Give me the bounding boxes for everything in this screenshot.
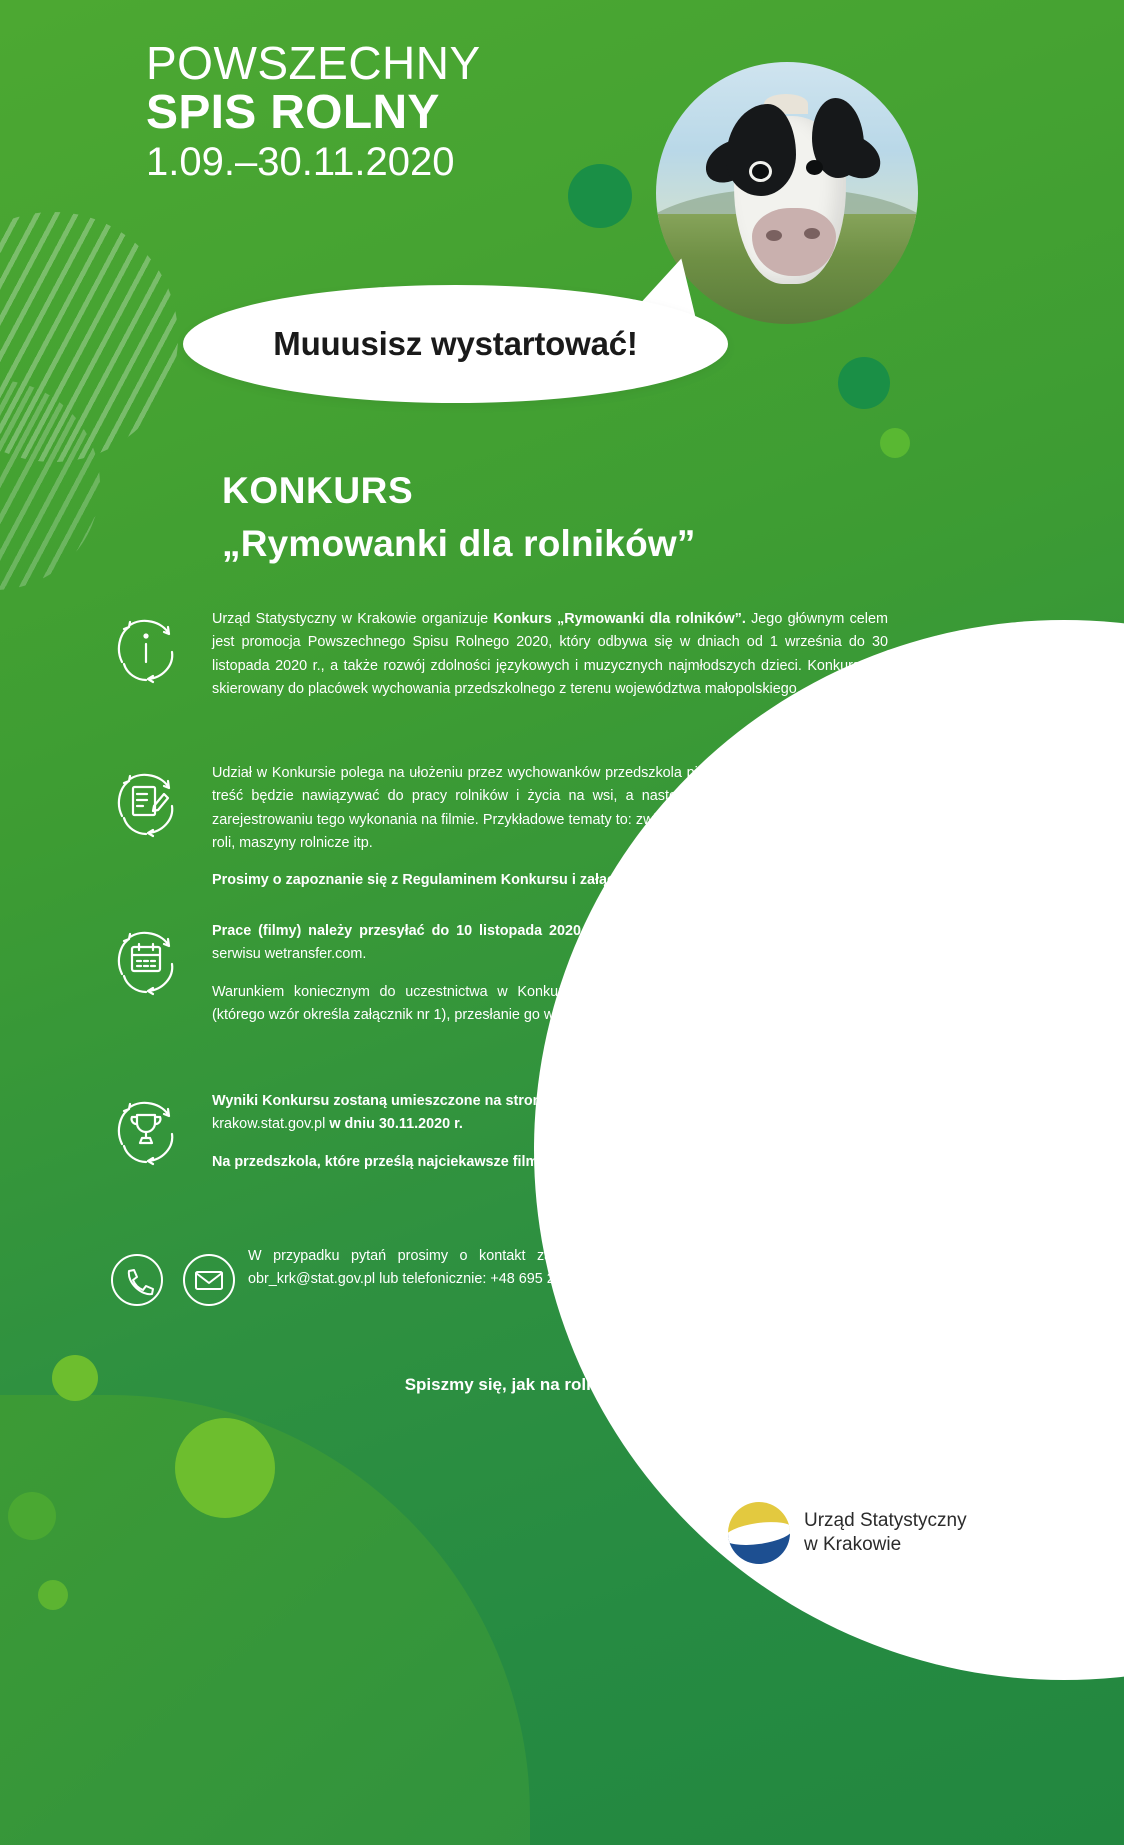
header-line-spis-rolny: SPIS ROLNY xyxy=(146,85,440,139)
paragraph xyxy=(212,1090,888,1137)
text-run: W przypadku pytań prosimy o kontakt za pośrednictwem poczty elektronicznej na adres obr_krk@stat.gov.pl lub telefonicznie: +48 695 255 538. xyxy=(248,1248,888,1288)
section-deadline-text xyxy=(194,920,888,1027)
text-run: Udział w Konkursie polega na ułożeniu przez wychowanków przedszkola piosenki lub wierszyka, którego treść będzie nawiązywać do pracy rolników i życia na wsi, a następnie wspólnym wykonaniu go i zarejestrowaniu tego wykonania na filmie. Przykładowe tematy to: zwierzęta hodowlane, uprawy, praca na roli, maszyny rolnicze itp. xyxy=(212,765,888,851)
cow-eye-right xyxy=(806,160,823,175)
cow-nostril-right xyxy=(804,228,820,239)
decorative-dot xyxy=(38,1580,68,1610)
section-participation-text xyxy=(194,762,888,893)
paragraph xyxy=(248,1245,888,1292)
decorative-dot xyxy=(880,428,910,458)
contest-title-konkurs: KONKURS xyxy=(222,470,414,511)
section-results-text xyxy=(194,1090,888,1174)
text-emphasis: Prace (filmy) należy przesyłać do 10 listopada 2020 r. xyxy=(212,923,597,939)
decorative-dot xyxy=(838,357,890,409)
paragraph xyxy=(212,920,888,967)
cow-eye-left xyxy=(752,164,769,179)
section-deadline xyxy=(98,920,888,1027)
logo-text xyxy=(804,1509,967,1556)
section-about-text xyxy=(194,608,888,701)
trophy-icon xyxy=(98,1090,194,1166)
logo-mark-icon xyxy=(728,1502,790,1564)
cow-nostril-left xyxy=(766,230,782,241)
paragraph xyxy=(212,762,888,855)
cow-patch-left xyxy=(726,104,796,196)
section-about xyxy=(98,608,888,701)
text-run: Urząd Statystyczny w Krakowie organizuje xyxy=(212,611,494,627)
phone-icon xyxy=(106,1249,168,1311)
section-results xyxy=(98,1090,888,1174)
text-emphasis: Wyniki Konkursu zostaną umieszczone na stronie internetowej Urzędu Statystycznego w Krakowie xyxy=(212,1093,888,1109)
envelope-icon xyxy=(178,1249,240,1311)
section-contact xyxy=(98,1245,888,1311)
decorative-dot xyxy=(8,1492,56,1540)
contest-title-name: „Rymowanki dla rolników” xyxy=(222,523,696,564)
decorative-dot xyxy=(175,1418,275,1518)
text-run: Warunkiem koniecznym do uczestnictwa w Konkursie jest wypełnienie formularza zgłoszeniowego (którego wzór określa załącznik nr 1), przesłanie go w formie elektronicznej (skan, zdjęcie) razem z pracą. xyxy=(212,983,888,1023)
logo-line-city: w Krakowie xyxy=(804,1534,902,1555)
speech-bubble-text: Muuusisz wystartować! xyxy=(273,325,638,362)
closing-slogan: Spiszmy się, jak na rolników przystało! xyxy=(404,1375,720,1394)
text-emphasis: Na przedszkola, które prześlą najciekawsze filmy, czekają atrakcyjne nagrody! xyxy=(212,1153,746,1170)
cow-head xyxy=(708,90,876,286)
text-run: Jego głównym celem jest promocja Powszechnego Spisu Rolnego 2020, który odbywa się w dniach od 1 września do 30 listopada 2020 r., a także rozwój zdolności językowych i muzycznych najmłodszych dzieci. Konkurs jest skierowany do placówek wychowania przedszkolnego z terenu województwa małopolskiego. xyxy=(212,611,888,697)
text-emphasis: Konkurs „Rymowanki dla rolników”. xyxy=(493,611,746,627)
pencil-document-icon xyxy=(98,762,194,838)
text-run: na adres obr_krk@stat.gov.pl przy pomocy serwisu wetransfer.com. xyxy=(212,923,888,963)
header-line-powszechny: POWSZECHNY xyxy=(146,37,481,89)
logo-line-office: Urząd Statystyczny xyxy=(804,1510,967,1532)
statistical-office-logo xyxy=(728,1502,967,1564)
contest-title xyxy=(222,470,696,565)
section-participation xyxy=(98,762,888,893)
info-icon xyxy=(98,608,194,684)
decorative-dot xyxy=(568,164,632,228)
text-run: krakow.stat.gov.pl xyxy=(212,1116,330,1133)
paragraph xyxy=(212,981,888,1028)
poster-header xyxy=(146,37,481,184)
paragraph xyxy=(212,1151,888,1174)
calendar-icon xyxy=(98,920,194,996)
header-date-range: 1.09.–30.11.2020 xyxy=(146,139,455,184)
section-contact-text xyxy=(248,1245,888,1292)
contact-icons-group xyxy=(98,1245,248,1311)
paragraph xyxy=(212,608,888,701)
text-emphasis: Prosimy o zapoznanie się z Regulaminem Konkursu i załącznikami. xyxy=(212,872,672,889)
text-emphasis: w dniu 30.11.2020 r. xyxy=(329,1116,463,1133)
paragraph xyxy=(212,869,888,892)
